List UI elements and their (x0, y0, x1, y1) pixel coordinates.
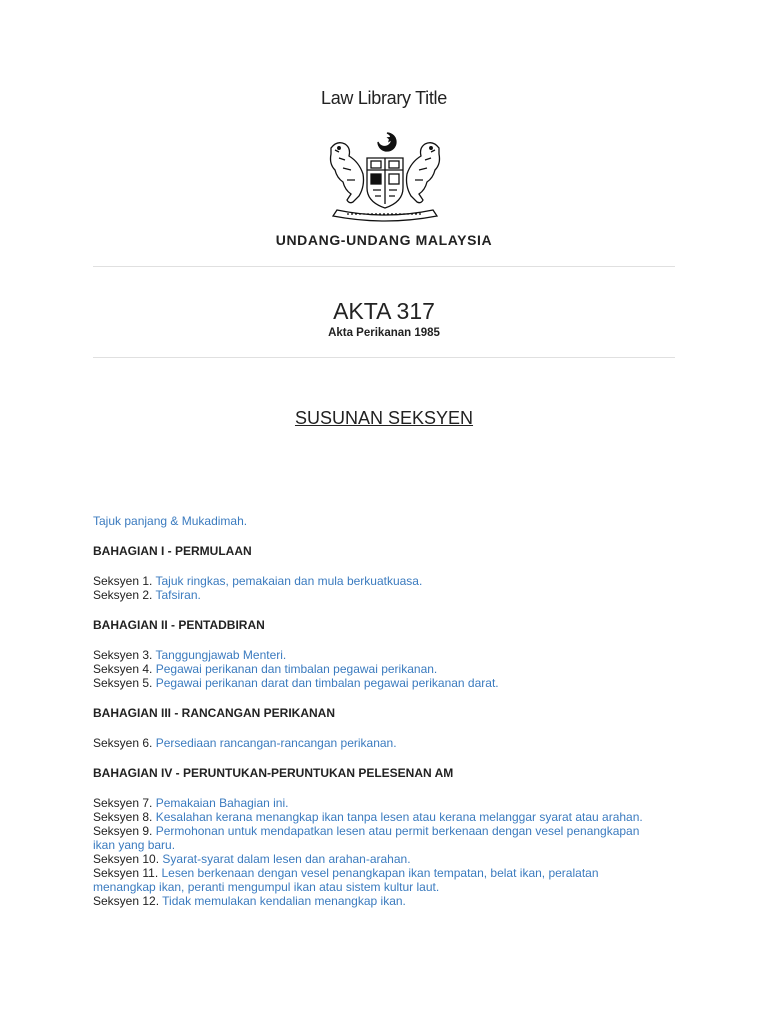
section-link[interactable]: Tajuk ringkas, pemakaian dan mula berkuatkuasa. (155, 574, 423, 588)
section-label: Seksyen 8. (93, 810, 153, 824)
divider (93, 357, 675, 358)
section-link[interactable]: Tidak memulakan kendalian menangkap ikan. (162, 894, 406, 908)
part-heading: BAHAGIAN IV - PERUNTUKAN-PERUNTUKAN PELESENAN AM (93, 766, 454, 780)
toc-heading: SUSUNAN SEKSYEN (294, 408, 474, 428)
section-list (93, 736, 653, 750)
section-link[interactable]: Lesen berkenaan dengan vesel penangkapan ikan tempatan, belat ikan, peralatan menangkap ikan, peranti mengumpul ikan atau sistem kultur laut. (93, 866, 599, 894)
section-link[interactable]: Pemakaian Bahagian ini. (155, 796, 289, 810)
section-list (93, 796, 653, 908)
country-title: UNDANG-UNDANG MALAYSIA (275, 232, 493, 248)
section-label: Seksyen 6. (93, 736, 153, 750)
list-item (93, 810, 653, 824)
list-item (93, 824, 653, 852)
section-label: Seksyen 1. (93, 574, 153, 588)
part-heading: BAHAGIAN III - RANCANGAN PERIKANAN (93, 706, 335, 720)
section-link[interactable]: Tanggungjawab Menteri. (155, 648, 287, 662)
list-item (93, 588, 653, 602)
section-label: Seksyen 3. (93, 648, 153, 662)
malaysia-coat-of-arms-icon (323, 128, 447, 224)
section-label: Seksyen 2. (93, 588, 153, 602)
list-item (93, 852, 653, 866)
section-link[interactable]: Pegawai perikanan dan timbalan pegawai perikanan. (155, 662, 438, 676)
section-list (93, 648, 653, 690)
act-number: AKTA 317 (333, 298, 435, 324)
section-link[interactable]: Persediaan rancangan-rancangan perikanan. (155, 736, 397, 750)
list-item (93, 676, 653, 690)
section-label: Seksyen 5. (93, 676, 153, 690)
section-label: Seksyen 10. (93, 852, 160, 866)
section-label: Seksyen 12. (93, 894, 160, 908)
list-item (93, 574, 653, 588)
section-label: Seksyen 9. (93, 824, 153, 838)
section-list (93, 574, 653, 602)
section-link[interactable]: Syarat-syarat dalam lesen dan arahan-arahan. (162, 852, 411, 866)
section-link[interactable]: Permohonan untuk mendapatkan lesen atau permit berkenaan dengan vesel penangkapan ikan yang baru. (93, 824, 640, 852)
table-of-contents (93, 514, 653, 908)
section-label: Seksyen 7. (93, 796, 153, 810)
section-link[interactable]: Tafsiran. (155, 588, 201, 602)
part-heading: BAHAGIAN II - PENTADBIRAN (93, 618, 265, 632)
list-item (93, 866, 653, 894)
library-title: Law Library Title (321, 88, 447, 108)
section-label: Seksyen 4. (93, 662, 153, 676)
part-heading: BAHAGIAN I - PERMULAAN (93, 544, 252, 558)
list-item (93, 796, 653, 810)
section-label: Seksyen 11. (93, 866, 159, 880)
list-item (93, 648, 653, 662)
list-item (93, 894, 653, 908)
list-item (93, 736, 653, 750)
list-item (93, 662, 653, 676)
act-name: Akta Perikanan 1985 (328, 327, 440, 339)
divider (93, 266, 675, 267)
section-link[interactable]: Pegawai perikanan darat dan timbalan pegawai perikanan darat. (155, 676, 499, 690)
section-link[interactable]: Kesalahan kerana menangkap ikan tanpa lesen atau kerana melanggar syarat atau arahan. (155, 810, 643, 824)
intro-link[interactable]: Tajuk panjang & Mukadimah. (93, 514, 248, 528)
